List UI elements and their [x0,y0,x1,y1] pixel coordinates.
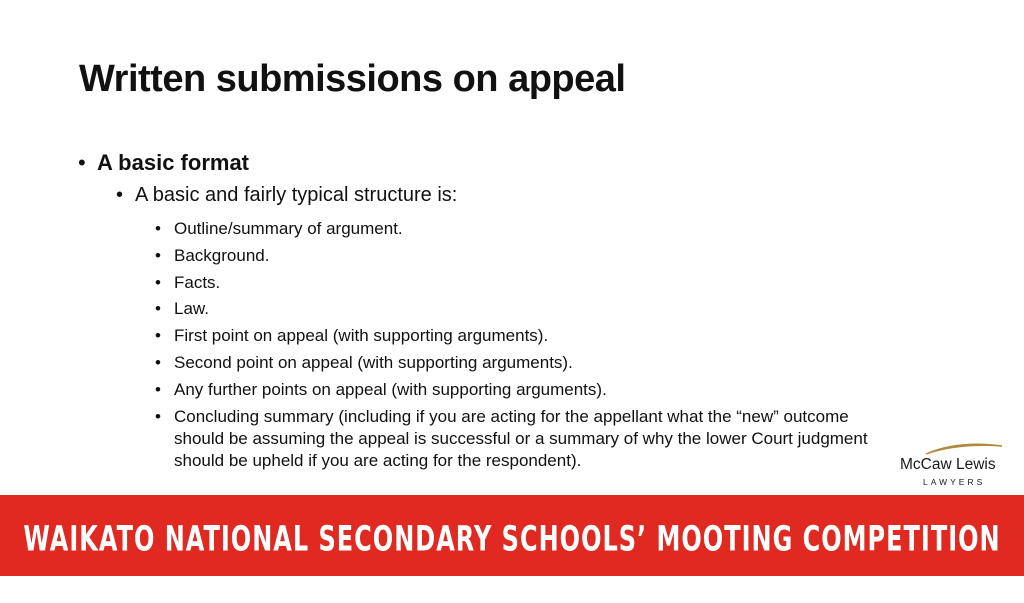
bullet-icon: • [116,184,124,206]
list-item-text: Concluding summary (including if you are acting for the appellant what the “new” outcome should be assuming the appeal is successful or a summary of why the lower Court judgment should be upheld if you are acting for the respondent). [174,406,868,470]
list-item-text: Facts. [174,272,221,292]
competition-banner [0,495,1024,576]
list-item-text: Background. [174,245,270,265]
list-item [155,325,898,347]
bullet-icon: • [155,326,161,346]
list-item [155,298,898,320]
list-item [155,218,898,240]
bullet-icon: • [78,150,86,175]
bullet-icon: • [155,219,161,238]
list-item [155,272,898,294]
list-item [155,406,898,472]
bullet-icon: • [155,272,161,292]
bullet-level-1 [78,150,898,184]
bullet-icon: • [155,299,161,319]
bullet-icon: • [155,406,161,426]
logo-subtitle: LAWYERS [923,477,986,487]
list-item-text: First point on appeal (with supporting arguments). [174,326,549,346]
logo-name: McCaw Lewis [900,456,996,473]
slide-title: Written submissions on appeal [79,58,626,100]
list-item-text: Outline/summary of argument. [174,219,403,238]
list-item [155,352,898,374]
list-item-text: Law. [174,299,209,319]
structure-list [155,218,898,472]
list-item [155,379,898,401]
heading-text: A basic format [97,150,250,175]
list-item-text: Second point on appeal (with supporting arguments). [174,352,573,372]
banner-text: WAIKATO NATIONAL SECONDARY SCHOOLS’ MOOTING COMPETITION [23,518,1001,560]
bullet-icon: • [155,245,161,265]
bullet-level-2 [116,184,898,216]
bullet-icon: • [155,352,161,372]
subheading-text: A basic and fairly typical structure is: [135,184,458,206]
slide-content [78,150,898,476]
bullet-icon: • [155,379,161,399]
list-item [155,245,898,267]
logo-swoosh-path [926,444,1002,454]
list-item-text: Any further points on appeal (with supporting arguments). [174,379,607,399]
